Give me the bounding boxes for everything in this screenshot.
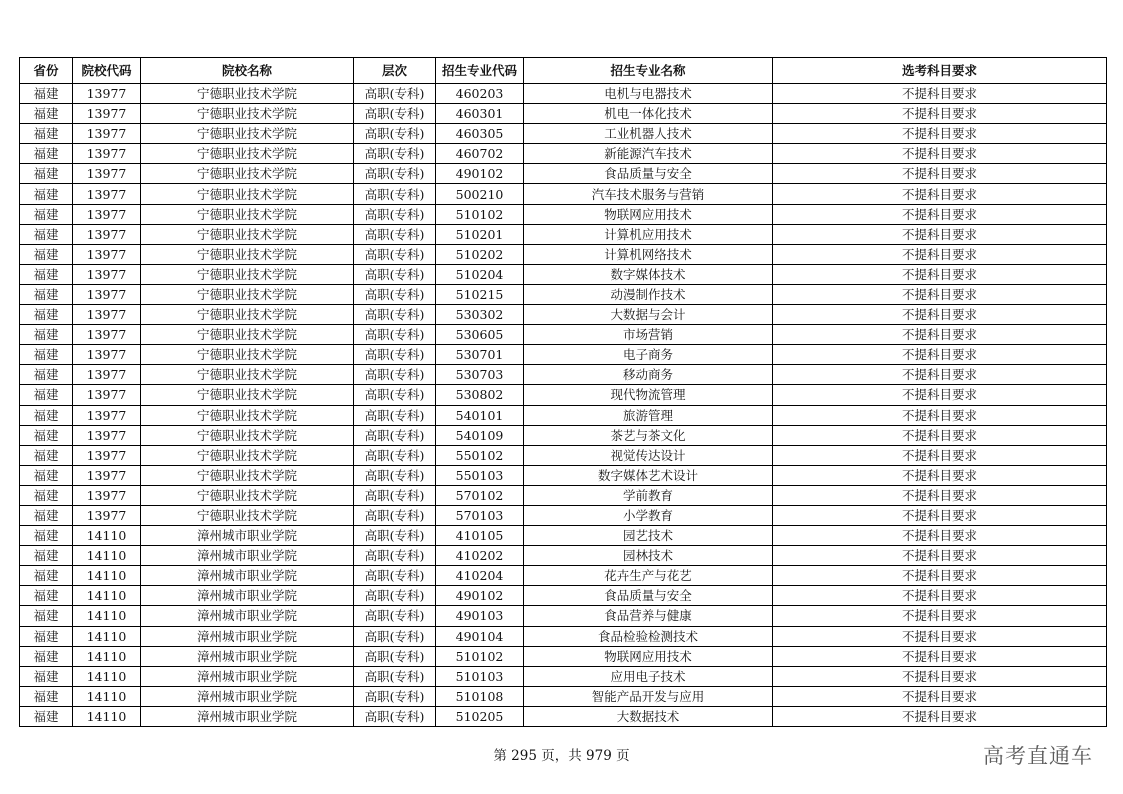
table-row xyxy=(20,485,1107,505)
cell-major-name: 食品营养与健康 xyxy=(524,606,773,626)
cell-school-name: 漳州城市职业学院 xyxy=(141,666,354,686)
cell-subject-requirement: 不提科目要求 xyxy=(773,365,1107,385)
cell-school-name: 宁德职业技术学院 xyxy=(141,244,354,264)
cell-subject-requirement: 不提科目要求 xyxy=(773,686,1107,706)
admissions-table xyxy=(19,57,1107,727)
cell-level: 高职(专科) xyxy=(354,405,436,425)
cell-major-code: 500210 xyxy=(436,184,524,204)
cell-major-code: 570103 xyxy=(436,505,524,525)
cell-subject-requirement: 不提科目要求 xyxy=(773,425,1107,445)
cell-major-code: 460702 xyxy=(436,144,524,164)
table-row xyxy=(20,385,1107,405)
cell-major-code: 490102 xyxy=(436,586,524,606)
cell-major-code: 410202 xyxy=(436,546,524,566)
table-row xyxy=(20,626,1107,646)
table-row xyxy=(20,365,1107,385)
cell-school-code: 14110 xyxy=(73,566,141,586)
cell-major-code: 540109 xyxy=(436,425,524,445)
cell-subject-requirement: 不提科目要求 xyxy=(773,124,1107,144)
cell-school-name: 宁德职业技术学院 xyxy=(141,405,354,425)
cell-school-code: 13977 xyxy=(73,224,141,244)
cell-level: 高职(专科) xyxy=(354,284,436,304)
cell-school-name: 漳州城市职业学院 xyxy=(141,546,354,566)
cell-subject-requirement: 不提科目要求 xyxy=(773,104,1107,124)
table-row xyxy=(20,505,1107,525)
table-row xyxy=(20,224,1107,244)
cell-level: 高职(专科) xyxy=(354,546,436,566)
cell-major-name: 学前教育 xyxy=(524,485,773,505)
cell-major-name: 视觉传达设计 xyxy=(524,445,773,465)
cell-level: 高职(专科) xyxy=(354,184,436,204)
cell-subject-requirement: 不提科目要求 xyxy=(773,566,1107,586)
cell-level: 高职(专科) xyxy=(354,224,436,244)
cell-province: 福建 xyxy=(20,566,73,586)
header-level: 层次 xyxy=(354,58,436,84)
cell-school-code: 13977 xyxy=(73,204,141,224)
cell-level: 高职(专科) xyxy=(354,646,436,666)
table-row xyxy=(20,686,1107,706)
cell-school-code: 13977 xyxy=(73,405,141,425)
cell-major-name: 花卉生产与花艺 xyxy=(524,566,773,586)
cell-level: 高职(专科) xyxy=(354,104,436,124)
cell-school-code: 13977 xyxy=(73,244,141,264)
cell-school-name: 宁德职业技术学院 xyxy=(141,84,354,104)
cell-subject-requirement: 不提科目要求 xyxy=(773,224,1107,244)
cell-major-code: 510102 xyxy=(436,204,524,224)
cell-level: 高职(专科) xyxy=(354,666,436,686)
cell-level: 高职(专科) xyxy=(354,345,436,365)
table-row xyxy=(20,646,1107,666)
cell-school-name: 漳州城市职业学院 xyxy=(141,626,354,646)
cell-province: 福建 xyxy=(20,305,73,325)
cell-major-name: 大数据技术 xyxy=(524,706,773,726)
cell-school-name: 宁德职业技术学院 xyxy=(141,104,354,124)
cell-school-name: 宁德职业技术学院 xyxy=(141,465,354,485)
cell-level: 高职(专科) xyxy=(354,84,436,104)
cell-school-name: 宁德职业技术学院 xyxy=(141,445,354,465)
cell-level: 高职(专科) xyxy=(354,204,436,224)
cell-major-code: 510205 xyxy=(436,706,524,726)
page-number-label: 第 295 页，共 979 页 xyxy=(493,748,630,764)
cell-subject-requirement: 不提科目要求 xyxy=(773,646,1107,666)
cell-major-code: 550103 xyxy=(436,465,524,485)
cell-school-name: 漳州城市职业学院 xyxy=(141,586,354,606)
cell-school-name: 漳州城市职业学院 xyxy=(141,526,354,546)
table-body xyxy=(20,84,1107,727)
cell-province: 福建 xyxy=(20,164,73,184)
cell-subject-requirement: 不提科目要求 xyxy=(773,284,1107,304)
cell-major-code: 490103 xyxy=(436,606,524,626)
cell-major-name: 食品检验检测技术 xyxy=(524,626,773,646)
cell-province: 福建 xyxy=(20,626,73,646)
cell-major-name: 计算机应用技术 xyxy=(524,224,773,244)
cell-province: 福建 xyxy=(20,264,73,284)
cell-major-name: 市场营销 xyxy=(524,325,773,345)
cell-school-code: 13977 xyxy=(73,385,141,405)
table-header-row xyxy=(20,58,1107,84)
cell-province: 福建 xyxy=(20,465,73,485)
header-school-code: 院校代码 xyxy=(73,58,141,84)
cell-major-code: 550102 xyxy=(436,445,524,465)
cell-level: 高职(专科) xyxy=(354,586,436,606)
cell-province: 福建 xyxy=(20,526,73,546)
cell-school-name: 宁德职业技术学院 xyxy=(141,184,354,204)
cell-school-name: 宁德职业技术学院 xyxy=(141,305,354,325)
cell-province: 福建 xyxy=(20,706,73,726)
table-row xyxy=(20,144,1107,164)
cell-level: 高职(专科) xyxy=(354,686,436,706)
cell-major-name: 电子商务 xyxy=(524,345,773,365)
cell-subject-requirement: 不提科目要求 xyxy=(773,606,1107,626)
cell-major-code: 510108 xyxy=(436,686,524,706)
table-row xyxy=(20,445,1107,465)
cell-school-code: 14110 xyxy=(73,526,141,546)
cell-province: 福建 xyxy=(20,104,73,124)
cell-major-name: 应用电子技术 xyxy=(524,666,773,686)
table-row xyxy=(20,425,1107,445)
cell-school-name: 宁德职业技术学院 xyxy=(141,505,354,525)
cell-subject-requirement: 不提科目要求 xyxy=(773,445,1107,465)
cell-province: 福建 xyxy=(20,405,73,425)
cell-subject-requirement: 不提科目要求 xyxy=(773,586,1107,606)
cell-school-code: 13977 xyxy=(73,184,141,204)
cell-major-name: 食品质量与安全 xyxy=(524,586,773,606)
cell-school-name: 宁德职业技术学院 xyxy=(141,485,354,505)
cell-subject-requirement: 不提科目要求 xyxy=(773,345,1107,365)
cell-school-code: 13977 xyxy=(73,305,141,325)
cell-province: 福建 xyxy=(20,646,73,666)
cell-school-code: 13977 xyxy=(73,264,141,284)
cell-major-name: 机电一体化技术 xyxy=(524,104,773,124)
cell-major-name: 物联网应用技术 xyxy=(524,646,773,666)
cell-school-code: 14110 xyxy=(73,686,141,706)
cell-subject-requirement: 不提科目要求 xyxy=(773,666,1107,686)
table-row xyxy=(20,104,1107,124)
table-row xyxy=(20,244,1107,264)
cell-subject-requirement: 不提科目要求 xyxy=(773,385,1107,405)
cell-province: 福建 xyxy=(20,244,73,264)
cell-major-name: 汽车技术服务与营销 xyxy=(524,184,773,204)
cell-province: 福建 xyxy=(20,284,73,304)
cell-level: 高职(专科) xyxy=(354,164,436,184)
header-major-name: 招生专业名称 xyxy=(524,58,773,84)
page-footer xyxy=(0,744,1123,764)
cell-province: 福建 xyxy=(20,184,73,204)
table-row xyxy=(20,706,1107,726)
cell-subject-requirement: 不提科目要求 xyxy=(773,204,1107,224)
cell-school-code: 14110 xyxy=(73,706,141,726)
cell-subject-requirement: 不提科目要求 xyxy=(773,485,1107,505)
cell-major-name: 新能源汽车技术 xyxy=(524,144,773,164)
cell-major-name: 计算机网络技术 xyxy=(524,244,773,264)
cell-major-name: 移动商务 xyxy=(524,365,773,385)
cell-major-code: 510204 xyxy=(436,264,524,284)
table-row xyxy=(20,164,1107,184)
cell-school-name: 宁德职业技术学院 xyxy=(141,164,354,184)
cell-subject-requirement: 不提科目要求 xyxy=(773,144,1107,164)
cell-school-code: 13977 xyxy=(73,365,141,385)
cell-school-code: 13977 xyxy=(73,345,141,365)
table-row xyxy=(20,325,1107,345)
cell-level: 高职(专科) xyxy=(354,505,436,525)
cell-subject-requirement: 不提科目要求 xyxy=(773,264,1107,284)
cell-level: 高职(专科) xyxy=(354,485,436,505)
cell-school-code: 13977 xyxy=(73,325,141,345)
cell-major-code: 460301 xyxy=(436,104,524,124)
cell-level: 高职(专科) xyxy=(354,445,436,465)
cell-major-code: 530703 xyxy=(436,365,524,385)
admissions-table-container xyxy=(19,57,1106,727)
cell-major-code: 510102 xyxy=(436,646,524,666)
cell-major-code: 530302 xyxy=(436,305,524,325)
cell-school-code: 14110 xyxy=(73,626,141,646)
cell-province: 福建 xyxy=(20,124,73,144)
cell-level: 高职(专科) xyxy=(354,365,436,385)
cell-province: 福建 xyxy=(20,84,73,104)
cell-province: 福建 xyxy=(20,385,73,405)
cell-school-name: 宁德职业技术学院 xyxy=(141,124,354,144)
cell-school-code: 13977 xyxy=(73,505,141,525)
cell-subject-requirement: 不提科目要求 xyxy=(773,405,1107,425)
cell-major-name: 电机与电器技术 xyxy=(524,84,773,104)
header-subject-requirement: 选考科目要求 xyxy=(773,58,1107,84)
cell-level: 高职(专科) xyxy=(354,425,436,445)
cell-school-code: 14110 xyxy=(73,586,141,606)
table-row xyxy=(20,345,1107,365)
cell-major-name: 智能产品开发与应用 xyxy=(524,686,773,706)
cell-province: 福建 xyxy=(20,425,73,445)
table-row xyxy=(20,284,1107,304)
cell-major-code: 530802 xyxy=(436,385,524,405)
table-row xyxy=(20,566,1107,586)
cell-school-name: 宁德职业技术学院 xyxy=(141,144,354,164)
cell-major-name: 食品质量与安全 xyxy=(524,164,773,184)
cell-major-name: 旅游管理 xyxy=(524,405,773,425)
cell-school-name: 漳州城市职业学院 xyxy=(141,606,354,626)
cell-major-code: 410105 xyxy=(436,526,524,546)
header-school-name: 院校名称 xyxy=(141,58,354,84)
header-province: 省份 xyxy=(20,58,73,84)
cell-province: 福建 xyxy=(20,586,73,606)
cell-subject-requirement: 不提科目要求 xyxy=(773,164,1107,184)
cell-school-code: 14110 xyxy=(73,546,141,566)
cell-level: 高职(专科) xyxy=(354,626,436,646)
cell-major-name: 园林技术 xyxy=(524,546,773,566)
cell-major-code: 510215 xyxy=(436,284,524,304)
watermark-text: 高考直通车 xyxy=(983,744,1093,768)
cell-major-name: 现代物流管理 xyxy=(524,385,773,405)
cell-school-name: 漳州城市职业学院 xyxy=(141,646,354,666)
cell-level: 高职(专科) xyxy=(354,385,436,405)
table-row xyxy=(20,204,1107,224)
cell-school-name: 宁德职业技术学院 xyxy=(141,425,354,445)
cell-school-code: 13977 xyxy=(73,485,141,505)
cell-major-name: 茶艺与茶文化 xyxy=(524,425,773,445)
cell-major-name: 园艺技术 xyxy=(524,526,773,546)
cell-major-code: 540101 xyxy=(436,405,524,425)
cell-school-code: 13977 xyxy=(73,465,141,485)
cell-school-name: 宁德职业技术学院 xyxy=(141,204,354,224)
table-row xyxy=(20,606,1107,626)
cell-major-code: 510201 xyxy=(436,224,524,244)
table-row xyxy=(20,526,1107,546)
cell-school-code: 13977 xyxy=(73,445,141,465)
cell-school-name: 宁德职业技术学院 xyxy=(141,284,354,304)
cell-level: 高职(专科) xyxy=(354,305,436,325)
cell-major-name: 动漫制作技术 xyxy=(524,284,773,304)
cell-major-code: 530701 xyxy=(436,345,524,365)
cell-school-name: 宁德职业技术学院 xyxy=(141,264,354,284)
cell-level: 高职(专科) xyxy=(354,124,436,144)
table-row xyxy=(20,546,1107,566)
cell-school-code: 13977 xyxy=(73,124,141,144)
cell-level: 高职(专科) xyxy=(354,706,436,726)
cell-subject-requirement: 不提科目要求 xyxy=(773,305,1107,325)
cell-major-code: 490104 xyxy=(436,626,524,646)
cell-province: 福建 xyxy=(20,485,73,505)
cell-subject-requirement: 不提科目要求 xyxy=(773,325,1107,345)
cell-level: 高职(专科) xyxy=(354,325,436,345)
cell-school-code: 13977 xyxy=(73,144,141,164)
table-row xyxy=(20,264,1107,284)
cell-level: 高职(专科) xyxy=(354,526,436,546)
cell-subject-requirement: 不提科目要求 xyxy=(773,626,1107,646)
cell-major-code: 490102 xyxy=(436,164,524,184)
cell-subject-requirement: 不提科目要求 xyxy=(773,184,1107,204)
cell-level: 高职(专科) xyxy=(354,244,436,264)
table-row xyxy=(20,305,1107,325)
cell-school-code: 13977 xyxy=(73,164,141,184)
cell-school-name: 宁德职业技术学院 xyxy=(141,224,354,244)
cell-school-name: 宁德职业技术学院 xyxy=(141,365,354,385)
cell-province: 福建 xyxy=(20,345,73,365)
cell-level: 高职(专科) xyxy=(354,144,436,164)
cell-province: 福建 xyxy=(20,686,73,706)
cell-level: 高职(专科) xyxy=(354,465,436,485)
cell-major-code: 510202 xyxy=(436,244,524,264)
cell-major-name: 工业机器人技术 xyxy=(524,124,773,144)
cell-major-code: 570102 xyxy=(436,485,524,505)
cell-province: 福建 xyxy=(20,144,73,164)
table-row xyxy=(20,465,1107,485)
cell-subject-requirement: 不提科目要求 xyxy=(773,546,1107,566)
cell-subject-requirement: 不提科目要求 xyxy=(773,244,1107,264)
cell-major-code: 460203 xyxy=(436,84,524,104)
cell-province: 福建 xyxy=(20,505,73,525)
cell-major-code: 510103 xyxy=(436,666,524,686)
table-row xyxy=(20,84,1107,104)
table-row xyxy=(20,405,1107,425)
cell-major-name: 物联网应用技术 xyxy=(524,204,773,224)
cell-school-name: 漳州城市职业学院 xyxy=(141,706,354,726)
cell-school-code: 14110 xyxy=(73,606,141,626)
cell-school-code: 13977 xyxy=(73,104,141,124)
cell-school-code: 14110 xyxy=(73,646,141,666)
cell-subject-requirement: 不提科目要求 xyxy=(773,84,1107,104)
cell-major-name: 大数据与会计 xyxy=(524,305,773,325)
cell-major-name: 数字媒体艺术设计 xyxy=(524,465,773,485)
cell-major-code: 410204 xyxy=(436,566,524,586)
cell-province: 福建 xyxy=(20,224,73,244)
cell-major-name: 数字媒体技术 xyxy=(524,264,773,284)
cell-school-code: 13977 xyxy=(73,284,141,304)
cell-province: 福建 xyxy=(20,365,73,385)
cell-major-name: 小学教育 xyxy=(524,505,773,525)
table-row xyxy=(20,184,1107,204)
table-row xyxy=(20,586,1107,606)
cell-province: 福建 xyxy=(20,606,73,626)
cell-school-name: 宁德职业技术学院 xyxy=(141,325,354,345)
table-row xyxy=(20,124,1107,144)
cell-province: 福建 xyxy=(20,666,73,686)
cell-subject-requirement: 不提科目要求 xyxy=(773,505,1107,525)
header-major-code: 招生专业代码 xyxy=(436,58,524,84)
cell-subject-requirement: 不提科目要求 xyxy=(773,526,1107,546)
cell-subject-requirement: 不提科目要求 xyxy=(773,706,1107,726)
cell-school-name: 漳州城市职业学院 xyxy=(141,686,354,706)
cell-province: 福建 xyxy=(20,204,73,224)
cell-level: 高职(专科) xyxy=(354,566,436,586)
cell-province: 福建 xyxy=(20,546,73,566)
cell-province: 福建 xyxy=(20,445,73,465)
cell-major-code: 460305 xyxy=(436,124,524,144)
cell-subject-requirement: 不提科目要求 xyxy=(773,465,1107,485)
cell-school-code: 13977 xyxy=(73,84,141,104)
cell-level: 高职(专科) xyxy=(354,264,436,284)
cell-school-code: 13977 xyxy=(73,425,141,445)
cell-school-code: 14110 xyxy=(73,666,141,686)
table-row xyxy=(20,666,1107,686)
cell-level: 高职(专科) xyxy=(354,606,436,626)
cell-school-name: 漳州城市职业学院 xyxy=(141,566,354,586)
cell-major-code: 530605 xyxy=(436,325,524,345)
cell-province: 福建 xyxy=(20,325,73,345)
cell-school-name: 宁德职业技术学院 xyxy=(141,385,354,405)
cell-school-name: 宁德职业技术学院 xyxy=(141,345,354,365)
